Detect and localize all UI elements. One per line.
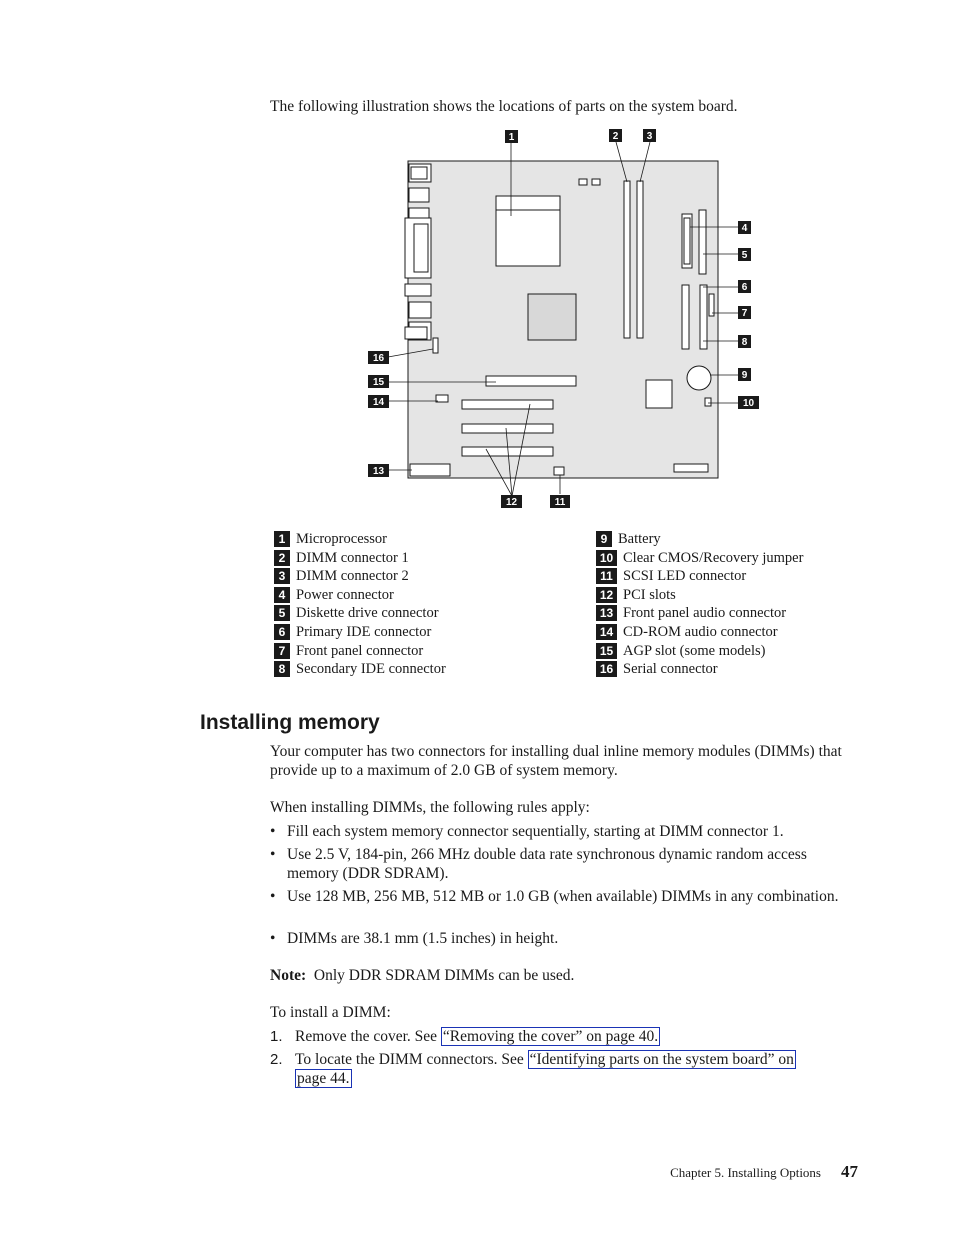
legend-item-front-panel-audio: 13 Front panel audio connector xyxy=(596,604,786,622)
diskette-connector xyxy=(699,210,706,274)
svg-text:9: 9 xyxy=(741,370,748,381)
callout-14 xyxy=(368,395,389,408)
link-removing-cover[interactable]: “Removing the cover” on page 40. xyxy=(442,1028,659,1045)
chapter-title: Chapter 5. Installing Options xyxy=(670,1165,821,1180)
link-identifying-parts[interactable]: “Identifying parts on the system board” on xyxy=(529,1051,794,1068)
note xyxy=(270,966,860,985)
battery xyxy=(687,366,711,390)
legend-item-dimm-connector-1: 2 DIMM connector 1 xyxy=(274,549,409,567)
legend-item-diskette-connector: 5 Diskette drive connector xyxy=(274,604,439,622)
svg-text:3: 3 xyxy=(646,131,653,142)
svg-text:7: 7 xyxy=(741,308,748,319)
legend-item-agp-slot: 15 AGP slot (some models) xyxy=(596,642,765,660)
callout-12 xyxy=(501,495,522,508)
callout-5 xyxy=(738,248,751,261)
legend-item-battery: 9 Battery xyxy=(596,530,661,548)
list-item: • Use 2.5 V, 184-pin, 266 MHz double data rate synchronous dynamic random access memory (DDR SDRAM). xyxy=(270,846,807,882)
legend-item-pci-slots: 12 PCI slots xyxy=(596,586,676,604)
legend-item-scsi-led: 11 SCSI LED connector xyxy=(596,567,746,585)
section-heading: Installing memory xyxy=(200,711,380,734)
legend-item-power-connector: 4 Power connector xyxy=(274,586,394,604)
front-panel-connector xyxy=(700,285,707,349)
svg-text:16: 16 xyxy=(372,353,385,364)
system-board-diagram xyxy=(360,124,770,516)
intro-text: The following illustration shows the locations of parts on the system board. xyxy=(270,98,738,115)
callout-13 xyxy=(368,464,389,477)
callout-1 xyxy=(505,130,518,143)
callout-4 xyxy=(738,221,751,234)
pci-slot-1 xyxy=(462,400,553,409)
svg-text:8: 8 xyxy=(741,337,748,348)
list-item: • Fill each system memory connector sequentially, starting at DIMM connector 1. xyxy=(270,823,784,840)
page-footer xyxy=(670,1162,858,1182)
svg-text:4: 4 xyxy=(741,223,748,234)
link-identifying-parts-page[interactable]: page 44. xyxy=(297,1070,350,1087)
callout-2 xyxy=(609,129,622,142)
dimm-connector-2 xyxy=(637,181,643,338)
serial-connector xyxy=(433,338,438,353)
callout-3 xyxy=(643,129,656,142)
callout-6 xyxy=(738,280,751,293)
legend-item-dimm-connector-2: 3 DIMM connector 2 xyxy=(274,567,409,585)
legend-item-front-panel: 7 Front panel connector xyxy=(274,642,423,660)
svg-text:10: 10 xyxy=(742,398,755,409)
note-text: Only DDR SDRAM DIMMs can be used. xyxy=(313,967,575,984)
svg-text:1: 1 xyxy=(508,132,515,143)
page-number: 47 xyxy=(841,1162,858,1181)
install-intro: To install a DIMM: xyxy=(270,1004,391,1021)
pci-slot-2 xyxy=(462,424,553,433)
svg-text:13: 13 xyxy=(372,466,385,477)
callout-16 xyxy=(368,351,389,364)
callout-15 xyxy=(368,375,389,388)
primary-ide-connector xyxy=(682,285,689,349)
svg-text:12: 12 xyxy=(505,497,518,508)
step-2: 2. To locate the DIMM connectors. See “Identifying parts on the system board” on page 44. xyxy=(270,1051,794,1087)
intro-paragraph: Your computer has two connectors for installing dual inline memory modules (DIMMs) that provide up to a maximum of 2.0 GB of system memory. xyxy=(270,743,842,779)
legend-item-cdrom-audio: 14 CD-ROM audio connector xyxy=(596,623,778,641)
svg-text:6: 6 xyxy=(741,282,748,293)
callout-8 xyxy=(738,335,751,348)
agp-slot xyxy=(486,376,576,386)
legend-item-secondary-ide: 8 Secondary IDE connector xyxy=(274,660,446,678)
legend-item-clear-cmos: 10 Clear CMOS/Recovery jumper xyxy=(596,549,803,567)
step-1: 1. Remove the cover. See “Removing the cover” on page 40. xyxy=(270,1028,659,1045)
callout-11 xyxy=(550,495,570,508)
dimm-connector-1 xyxy=(624,181,630,338)
legend-item-microprocessor: 1 Microprocessor xyxy=(274,530,387,548)
legend-item-serial-connector: 16 Serial connector xyxy=(596,660,718,678)
list-item: • Use 128 MB, 256 MB, 512 MB or 1.0 GB (when available) DIMMs in any combination. xyxy=(270,888,839,905)
legend-item-primary-ide: 6 Primary IDE connector xyxy=(274,623,431,641)
svg-text:15: 15 xyxy=(372,377,385,388)
list-item: • DIMMs are 38.1 mm (1.5 inches) in height. xyxy=(270,930,559,947)
callout-10 xyxy=(738,396,759,409)
svg-text:14: 14 xyxy=(372,397,385,408)
note-label: Note: xyxy=(270,967,307,984)
svg-text:2: 2 xyxy=(612,131,619,142)
rules-intro: When installing DIMMs, the following rules apply: xyxy=(270,799,590,816)
microprocessor xyxy=(496,196,560,266)
svg-text:5: 5 xyxy=(741,250,748,261)
callout-9 xyxy=(738,368,751,381)
svg-text:11: 11 xyxy=(554,497,566,508)
callout-7 xyxy=(738,306,751,319)
